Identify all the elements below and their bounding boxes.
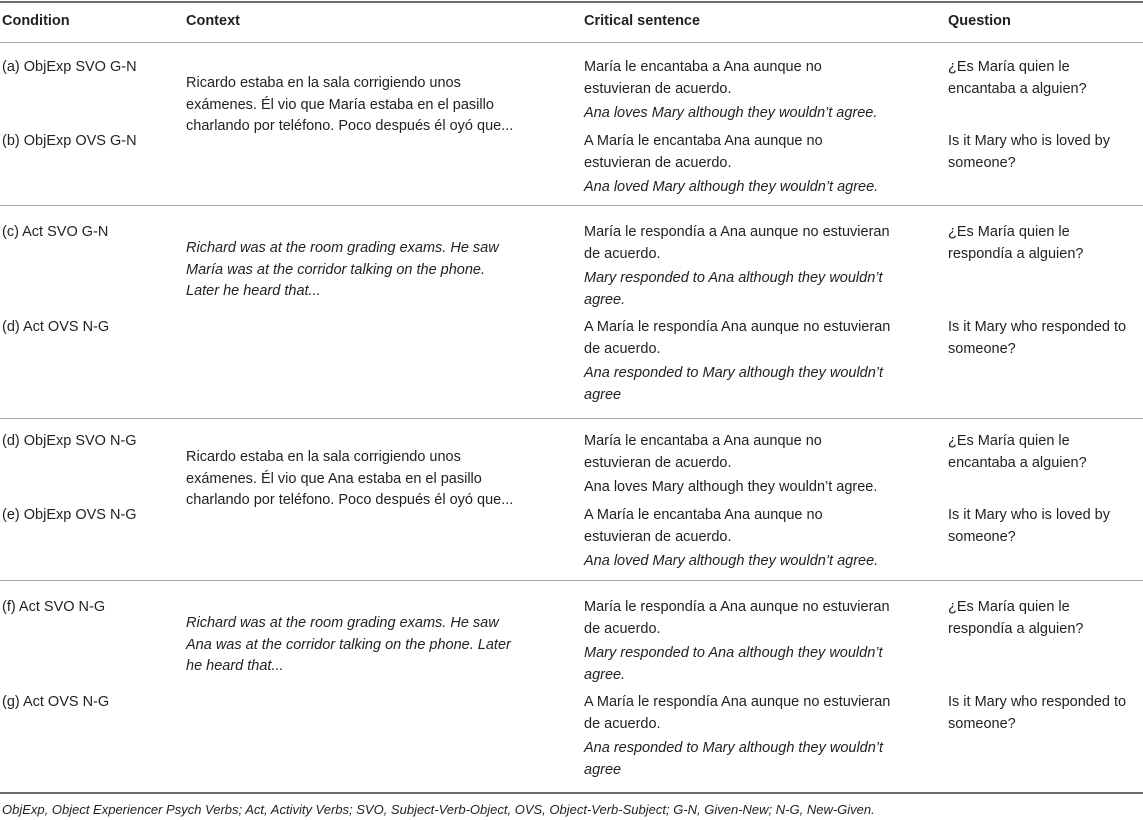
table-footnote: ObjExp, Object Experiencer Psych Verbs; Act, Activity Verbs; SVO, Subject-Verb-Object, OVS, Object-Verb-Subject; G-N, Given-New; N-G, New-Given. (2, 802, 875, 817)
question-line: someone? (948, 154, 1016, 171)
context-line: Richard was at the room grading exams. He saw (186, 615, 499, 631)
question-line: someone? (948, 528, 1016, 545)
critical-sentence-line: A María le encantaba Ana aunque no (584, 133, 823, 149)
translation-line: agree. (584, 666, 626, 683)
context-line: Later he heard that... (186, 283, 321, 299)
translation-line: Ana responded to Mary although they wouldn’t (584, 740, 884, 756)
critical-sentence-line: A María le encantaba Ana aunque no (584, 507, 823, 523)
critical-sentence-line: María le encantaba a Ana aunque no (584, 59, 822, 75)
condition-cell: (d) ObjExp SVO N-G (2, 433, 137, 449)
context-line: charlando por teléfono. Poco después él oyó que... (186, 492, 514, 508)
question-line: ¿Es María quien le (948, 59, 1070, 75)
question-line: Is it Mary who responded to (948, 694, 1127, 710)
question-line: encantaba a alguien? (948, 454, 1087, 471)
translation-line: agree (584, 761, 622, 778)
condition-cell: (c) Act SVO G-N (2, 224, 109, 240)
translation-line: Ana loves Mary although they wouldn’t agree. (584, 479, 878, 495)
column-header: Question (948, 13, 1011, 29)
translation-line: Ana loved Mary although they wouldn’t agree. (584, 179, 879, 195)
question-line: someone? (948, 715, 1016, 732)
column-header: Condition (2, 13, 70, 29)
translation-line: Ana loved Mary although they wouldn’t agree. (584, 553, 879, 569)
condition-cell: (a) ObjExp SVO G-N (2, 59, 137, 75)
question-line: Is it Mary who responded to (948, 319, 1127, 335)
condition-cell: (f) Act SVO N-G (2, 599, 106, 615)
translation-line: Ana loves Mary although they wouldn’t agree. (584, 105, 878, 121)
critical-sentence-line: estuvieran de acuerdo. (584, 528, 732, 545)
critical-sentence-line: de acuerdo. (584, 620, 661, 637)
critical-sentence-line: de acuerdo. (584, 340, 661, 357)
translation-line: agree (584, 386, 622, 403)
condition-cell: (d) Act OVS N-G (2, 319, 110, 335)
critical-sentence-line: A María le respondía Ana aunque no estuvieran (584, 694, 891, 710)
context-line: exámenes. Él vio que María estaba en el pasillo (186, 96, 494, 113)
context-line: charlando por teléfono. Poco después él oyó que... (186, 118, 514, 134)
critical-sentence-line: A María le respondía Ana aunque no estuvieran (584, 319, 891, 335)
column-header: Context (186, 13, 240, 29)
group-rule (0, 580, 1143, 581)
question-line: encantaba a alguien? (948, 80, 1087, 97)
question-line: someone? (948, 340, 1016, 357)
question-line: Is it Mary who is loved by (948, 507, 1110, 523)
context-line: Ricardo estaba en la sala corrigiendo unos (186, 449, 461, 465)
critical-sentence-line: María le encantaba a Ana aunque no (584, 433, 822, 449)
translation-line: Mary responded to Ana although they wouldn’t (584, 270, 883, 286)
translation-line: Ana responded to Mary although they wouldn’t (584, 365, 884, 381)
context-line: he heard that... (186, 658, 284, 674)
question-line: ¿Es María quien le (948, 599, 1070, 615)
question-line: respondía a alguien? (948, 620, 1084, 637)
group-rule (0, 205, 1143, 206)
column-header: Critical sentence (584, 13, 701, 29)
critical-sentence-line: estuvieran de acuerdo. (584, 454, 732, 471)
question-line: respondía a alguien? (948, 245, 1084, 262)
translation-line: Mary responded to Ana although they wouldn’t (584, 645, 883, 661)
translation-line: agree. (584, 291, 626, 308)
question-line: ¿Es María quien le (948, 433, 1070, 449)
critical-sentence-line: María le respondía a Ana aunque no estuvieran (584, 224, 890, 240)
context-line: Ana was at the corridor talking on the phone. Later (186, 636, 511, 653)
context-line: Richard was at the room grading exams. He saw (186, 240, 499, 256)
condition-cell: (e) ObjExp OVS N-G (2, 507, 137, 523)
group-rule (0, 418, 1143, 419)
critical-sentence-line: estuvieran de acuerdo. (584, 154, 732, 171)
group-rule (0, 792, 1143, 794)
condition-cell: (b) ObjExp OVS G-N (2, 133, 137, 149)
context-line: María was at the corridor talking on the phone. (186, 261, 486, 278)
critical-sentence-line: de acuerdo. (584, 715, 661, 732)
condition-cell: (g) Act OVS N-G (2, 694, 110, 710)
header-rule (0, 42, 1143, 43)
critical-sentence-line: María le respondía a Ana aunque no estuvieran (584, 599, 890, 615)
critical-sentence-line: estuvieran de acuerdo. (584, 80, 732, 97)
critical-sentence-line: de acuerdo. (584, 245, 661, 262)
context-line: Ricardo estaba en la sala corrigiendo unos (186, 75, 461, 91)
question-line: ¿Es María quien le (948, 224, 1070, 240)
context-line: exámenes. Él vio que Ana estaba en el pasillo (186, 470, 482, 487)
question-line: Is it Mary who is loved by (948, 133, 1110, 149)
table-top-rule (0, 1, 1143, 3)
